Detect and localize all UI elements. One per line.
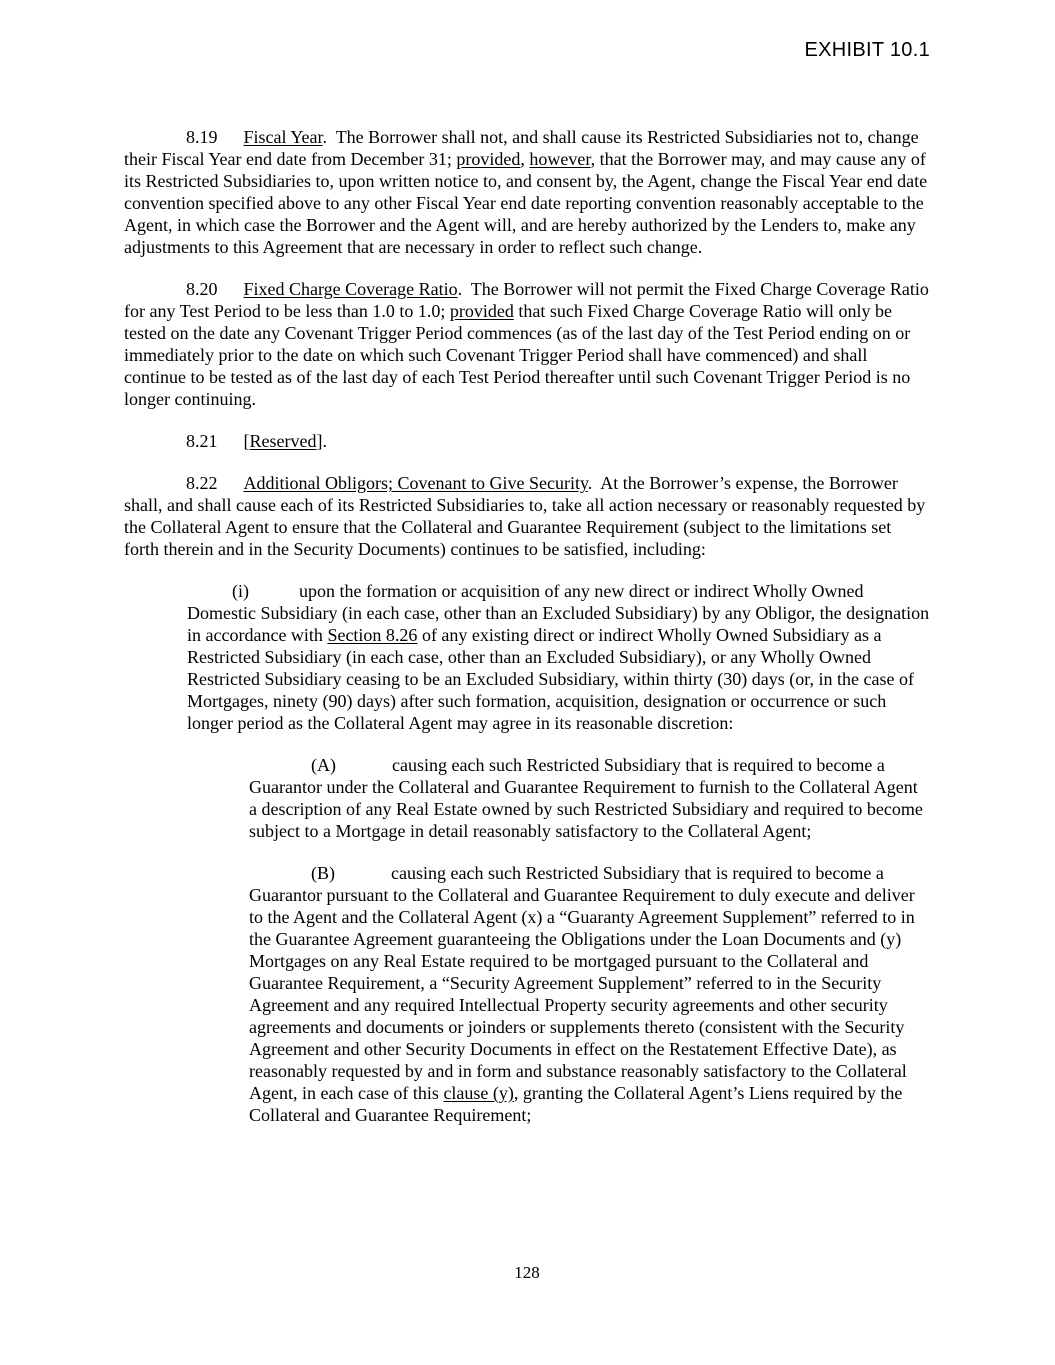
paragraph [124, 278, 934, 410]
text-run: Additional Obligors; Covenant to Give Security [243, 473, 588, 493]
text-run: Fixed Charge Coverage Ratio [243, 279, 458, 299]
text-run: clause (y) [443, 1083, 514, 1103]
paragraph [124, 126, 930, 258]
text-run: upon the formation or acquisition of any new direct or indirect Wholly Owned Domestic Subsidiary (in each case, other than an Excluded Subsidiary) by any Obligor, the designation in accordance with [187, 581, 934, 645]
paragraph [249, 754, 930, 842]
paragraph [124, 472, 930, 560]
text-run: 8.20 [186, 279, 218, 299]
text-run: [ [243, 431, 250, 451]
text-run: (B) [311, 863, 335, 883]
text-run: Fiscal Year [243, 127, 323, 147]
text-run: 8.19 [186, 127, 218, 147]
paragraph [249, 862, 930, 1126]
text-run: 8.21 [186, 431, 218, 451]
text-run: Section 8.26 [327, 625, 418, 645]
text-run: (A) [311, 755, 336, 775]
text-run: provided [456, 149, 521, 169]
text-run: causing each such Restricted Subsidiary that is required to become a Guarantor pursuant to the Collateral and Guarantee Requirement to duly execute and deliver to the Agent and the Collateral Agent (x) a “Guaranty Agreement Supplement” referred to in the Guarantee Agreement guaranteeing the Obligations under the Loan Documents and (y) Mortgages on any Real Estate required to be mortgaged pursuant to the Collateral and Guarantee Requirement, a “Security Agreement Supplement” referred to in the Security Agreement and any required Intellectual Property security agreements and other security agreements and documents or joinders or supplements thereto (consistent with the Security Agreement and other Security Documents in effect on the Restatement Effective Date), as reasonably requested by and in form and substance reasonably satisfactory to the Collateral Agent, in each case of this [249, 863, 920, 1103]
text-run: , [520, 149, 530, 169]
text-run: , that the Borrower may, and may cause any of its Restricted Subsidiaries to, upon written notice to, and consent by, the Agent, change the Fiscal Year end date convention specified above to any other Fiscal Year end date reporting convention reasonably acceptable to the Agent, in which case the Borrower and the Agent will, and are hereby authorized by the Lenders to, make any adjustments to this Agreement that are necessary in order to reflect such change. [124, 149, 932, 257]
text-run: provided [449, 301, 514, 321]
text-run: . The Borrower shall not, and shall cause its Restricted Subsidiaries not to, change their Fiscal Year end date from December 31; [124, 127, 924, 169]
text-run: causing each such Restricted Subsidiary that is required to become a Guarantor under the Collateral and Guarantee Requirement to furnish to the Collateral Agent a description of any Real Estate owned by such Restricted Subsidiary and required to become subject to a Mortgage in detail reasonably satisfactory to the Collateral Agent; [249, 755, 928, 841]
paragraph [124, 430, 930, 452]
text-run: . At the Borrower’s expense, the Borrower shall, and shall cause each of its Restricted Subsidiaries to, take all action necessary or reasonably requested by the Collateral Agent to ensure that the Collateral and Guarantee Requirement (subject to the limitations set forth therein and in the Security Documents) continues to be satisfied, including: [124, 473, 930, 559]
text-run: Reserved [249, 431, 317, 451]
page-number: 128 [514, 1263, 540, 1282]
text-run: , granting the Collateral Agent’s Liens required by the Collateral and Guarantee Requirement; [249, 1083, 907, 1125]
document-body [124, 126, 934, 1126]
text-run: of any existing direct or indirect Wholly Owned Subsidiary as a Restricted Subsidiary (in each case, other than an Excluded Subsidiary), or any Wholly Owned Restricted Subsidiary ceasing to be an Excluded Subsidiary, within thirty (30) days (or, in the case of Mortgages, ninety (90) days) after such formation, acquisition, designation or occurrence or such longer period as the Collateral Agent may agree in its reasonable discretion: [187, 625, 919, 733]
text-run: . The Borrower will not permit the Fixed Charge Coverage Ratio for any Test Period to be less than 1.0 to 1.0; [124, 279, 934, 321]
text-run: 8.22 [186, 473, 218, 493]
exhibit-header: EXHIBIT 10.1 [804, 39, 930, 61]
text-run: that such Fixed Charge Coverage Ratio will only be tested on the date any Covenant Trigger Period commences (as of the last day of the Test Period ending on or immediately prior to the date on which such Covenant Trigger Period shall have commenced) and shall continue to be tested as of the last day of each Test Period thereafter until such Covenant Trigger Period is no longer continuing. [124, 301, 915, 409]
paragraph [187, 580, 934, 734]
text-run: however [529, 149, 591, 169]
text-run: ]. [316, 431, 327, 451]
text-run: (i) [232, 581, 249, 601]
